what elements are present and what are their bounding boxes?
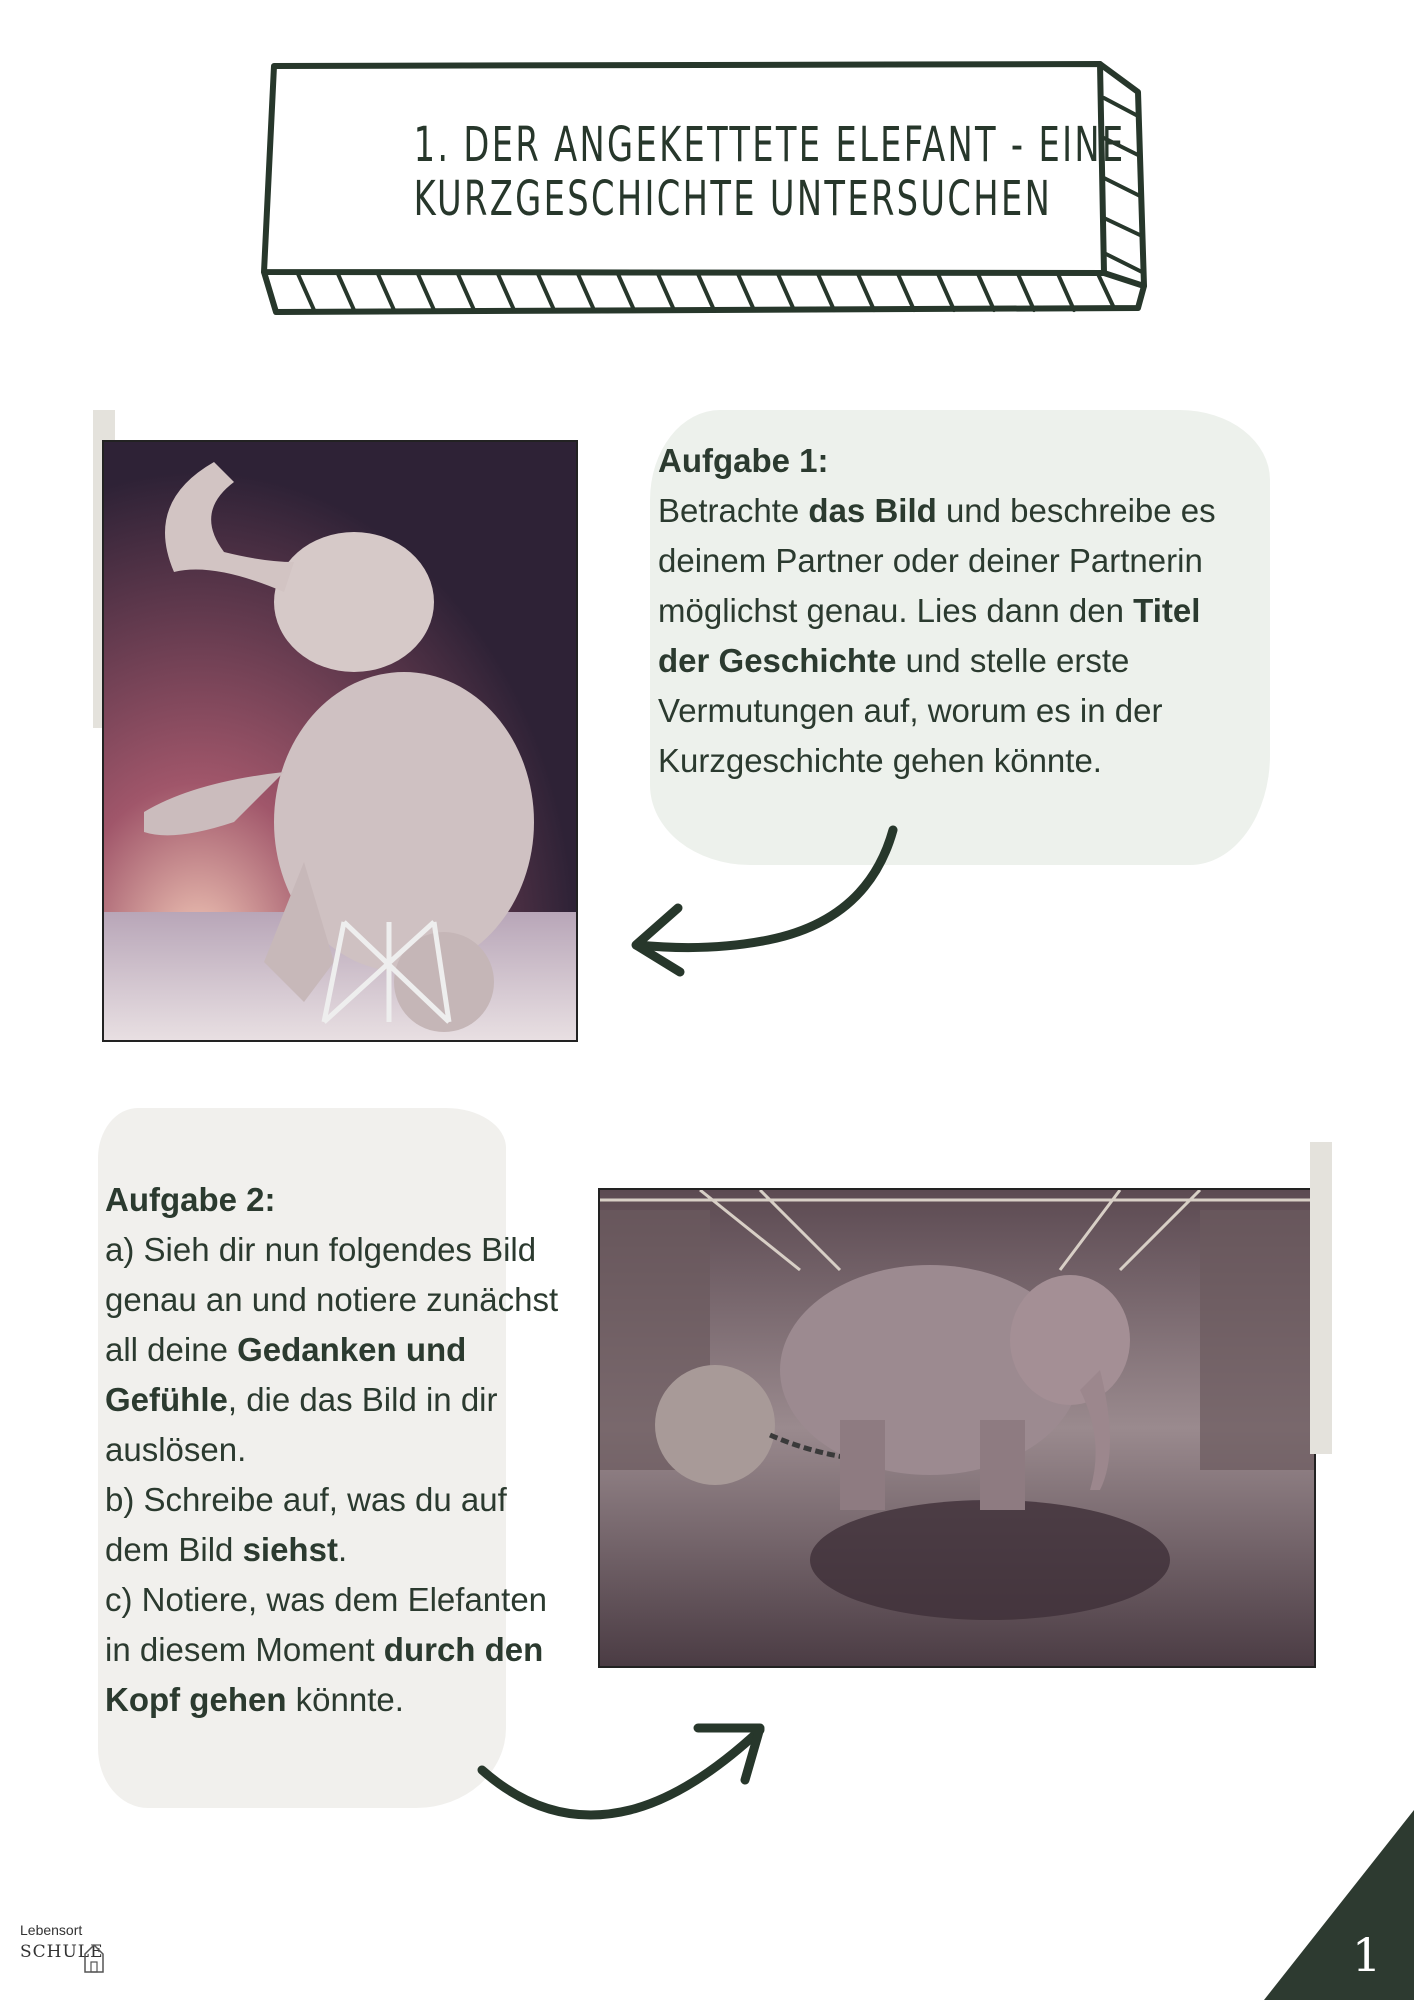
logo-text-bottom: SCHULE [20,1942,104,1962]
page-corner [1264,1810,1414,2000]
task1-text [658,436,1258,786]
task1-bold-1: das Bild [808,492,937,529]
chained-elephant-image [600,1190,1314,1666]
task2-c-text-1: c) Notiere, was dem Elefanten in diesem Moment [105,1581,548,1668]
circus-elephant-photo [102,440,578,1042]
chained-elephant-photo [598,1188,1316,1668]
task2-a-text-1: a) Sieh dir nun folgendes Bild genau an und notiere zunächst all deine [105,1231,559,1368]
title-line-2: KURZGESCHICHTE UNTERSUCHEN [413,171,1053,227]
task1-heading: Aufgabe 1: [658,442,829,479]
task2-b-text-1: b) Schreibe auf, was du auf dem Bild [105,1481,507,1568]
task2-b-text-2: . [337,1531,348,1568]
page-number: 1 [1352,1928,1382,1982]
task1-text-2: und beschreibe es deinem Partner oder deiner Partnerin möglichst genau. Lies dann den [658,492,1216,629]
task2-b-bold: siehst [242,1531,338,1568]
arrow-icon [470,1710,770,1830]
circus-elephant-image [104,442,576,1040]
page-title [413,117,1126,227]
house-icon [82,1940,106,1974]
arrow-icon [628,820,908,990]
task2-c-bold: durch den Kopf gehen [105,1631,544,1718]
task2-c-text-2: könnte. [286,1681,404,1718]
logo-text-top: Lebensort [20,1922,83,1938]
task2-heading: Aufgabe 2: [105,1181,276,1218]
task1-text-3: und stelle erste Vermutungen auf, worum es in der Kurzgeschichte gehen könnte. [658,642,1163,779]
task1-bold-2: Titel der Geschichte [658,592,1201,679]
task1-text-1: Betrachte [658,492,809,529]
task2-a-bold: Gedanken und Gefühle [105,1331,467,1418]
title-line-1: 1. DER ANGEKETTETE ELEFANT - EINE [413,117,1126,173]
task2-a-text-2: , die das Bild in dir auslösen. [105,1381,498,1468]
tape-strip [1310,1142,1332,1454]
task2-text [105,1175,565,1725]
